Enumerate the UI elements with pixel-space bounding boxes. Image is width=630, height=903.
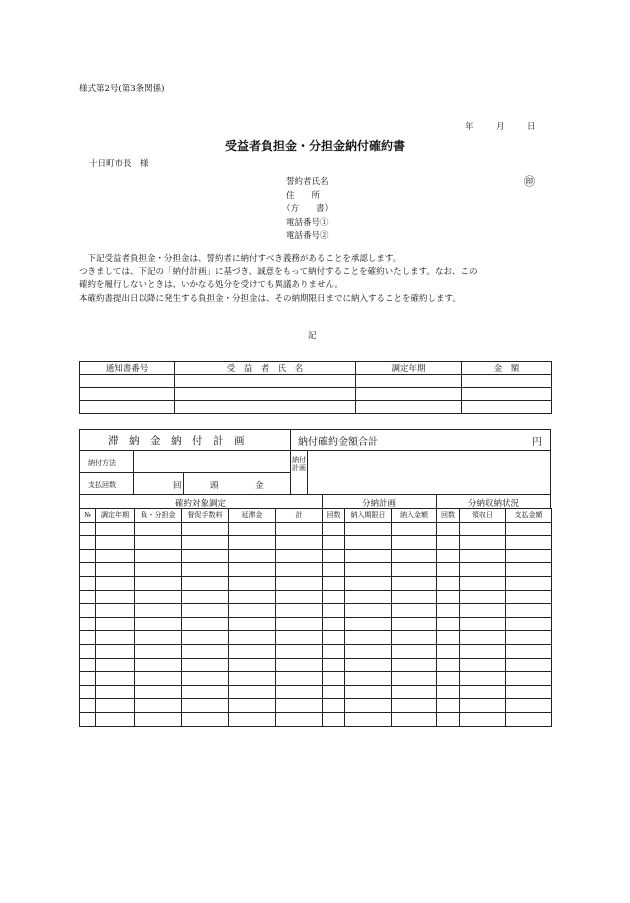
table-cell[interactable] (96, 522, 135, 536)
table-cell[interactable] (80, 549, 96, 563)
body-line-1: 下記受益者負担金・分担金は、誓約者に納付すべき義務があることを承認します。 (79, 254, 402, 264)
col-receipt-count: 回数 (437, 509, 460, 523)
table-cell[interactable] (460, 644, 506, 658)
table-cell[interactable] (392, 549, 437, 563)
table-cell[interactable] (345, 712, 392, 726)
table-row (80, 712, 552, 726)
table-cell[interactable] (392, 712, 437, 726)
table-row (80, 631, 552, 645)
table-cell[interactable] (80, 631, 96, 645)
table-cell[interactable] (229, 522, 276, 536)
table-cell[interactable] (135, 617, 182, 631)
table-cell[interactable] (345, 604, 392, 618)
table-cell[interactable] (229, 712, 276, 726)
table-row (80, 576, 552, 590)
table-cell[interactable] (80, 699, 96, 713)
table-cell[interactable] (80, 685, 96, 699)
table-cell[interactable] (460, 699, 506, 713)
kai-label: 回 (173, 481, 182, 491)
table-cell[interactable] (182, 631, 229, 645)
table-cell[interactable] (323, 672, 345, 686)
table-cell[interactable] (323, 631, 345, 645)
table-cell[interactable] (135, 631, 182, 645)
table-cell[interactable] (229, 576, 276, 590)
table-cell[interactable] (392, 672, 437, 686)
table-cell[interactable] (506, 604, 552, 618)
page-title: 受益者負担金・分担金納付確約書 (224, 139, 405, 153)
table-cell[interactable] (276, 644, 323, 658)
table-cell[interactable] (345, 549, 392, 563)
divider (79, 472, 290, 473)
table-cell[interactable] (276, 699, 323, 713)
table-row (80, 563, 552, 577)
table-cell[interactable] (323, 563, 345, 577)
table-row (80, 522, 552, 536)
table-cell[interactable] (460, 658, 506, 672)
table-cell[interactable] (323, 536, 345, 550)
table-cell[interactable] (437, 563, 460, 577)
table-cell[interactable] (323, 699, 345, 713)
table-cell[interactable] (276, 536, 323, 550)
divider (183, 472, 184, 494)
table-cell[interactable] (437, 672, 460, 686)
table-cell[interactable] (460, 672, 506, 686)
table-cell[interactable] (460, 631, 506, 645)
table-cell[interactable] (323, 549, 345, 563)
table-cell[interactable] (229, 563, 276, 577)
table-cell[interactable] (323, 617, 345, 631)
table-cell[interactable] (80, 672, 96, 686)
ki-label: 記 (308, 331, 317, 341)
table-cell[interactable] (182, 672, 229, 686)
table-cell[interactable] (182, 576, 229, 590)
table-cell[interactable] (345, 590, 392, 604)
table-cell[interactable] (392, 536, 437, 550)
table-cell[interactable] (392, 699, 437, 713)
table-cell[interactable] (80, 563, 96, 577)
table-cell[interactable] (229, 699, 276, 713)
table-cell[interactable] (96, 549, 135, 563)
form-number: 様式第2号(第3条関係) (79, 84, 165, 94)
table-cell[interactable] (345, 522, 392, 536)
table-cell[interactable] (229, 604, 276, 618)
table-cell[interactable] (345, 563, 392, 577)
table-cell[interactable] (460, 576, 506, 590)
table-cell[interactable] (392, 644, 437, 658)
signer-phone2-label: 電話番号② (286, 231, 329, 241)
table-cell[interactable] (276, 685, 323, 699)
table-cell[interactable] (182, 563, 229, 577)
table-cell[interactable] (182, 536, 229, 550)
col-receipt-date: 領収日 (460, 509, 506, 523)
table-cell[interactable] (182, 658, 229, 672)
table-cell[interactable] (96, 699, 135, 713)
table-cell[interactable] (323, 576, 345, 590)
table-cell[interactable] (345, 536, 392, 550)
table-cell[interactable] (135, 590, 182, 604)
table-row (80, 401, 552, 414)
table-row (80, 604, 552, 618)
col-beneficiary-name: 受 益 者 氏 名 (175, 362, 356, 375)
table-cell[interactable] (276, 712, 323, 726)
table-cell[interactable] (96, 672, 135, 686)
table-cell[interactable] (437, 522, 460, 536)
table-cell[interactable] (506, 536, 552, 550)
table-cell[interactable] (506, 617, 552, 631)
table-cell[interactable] (323, 522, 345, 536)
date-day-label: 日 (527, 122, 536, 132)
notice-table-header (80, 362, 552, 375)
col-due-date: 納入期限日 (345, 509, 392, 523)
table-cell[interactable] (182, 699, 229, 713)
table-cell[interactable] (96, 658, 135, 672)
table-cell[interactable] (96, 563, 135, 577)
table-cell[interactable] (506, 672, 552, 686)
table-cell[interactable] (276, 522, 323, 536)
table-cell[interactable] (323, 590, 345, 604)
table-cell[interactable] (135, 658, 182, 672)
table-cell[interactable] (96, 631, 135, 645)
group-header-confirm: 確約対象調定 (174, 499, 226, 509)
table-cell[interactable] (323, 644, 345, 658)
col-plan-count: 回数 (323, 509, 345, 523)
table-cell[interactable] (345, 631, 392, 645)
col-charge: 負・分担金 (135, 509, 182, 523)
table-row (80, 375, 552, 388)
table-cell[interactable] (276, 604, 323, 618)
divider (290, 429, 291, 495)
table-cell[interactable] (135, 685, 182, 699)
table-cell[interactable] (392, 631, 437, 645)
table-cell[interactable] (506, 590, 552, 604)
table-cell[interactable] (135, 644, 182, 658)
table-cell[interactable] (229, 685, 276, 699)
table-row (80, 549, 552, 563)
table-cell[interactable] (96, 685, 135, 699)
table-cell[interactable] (506, 522, 552, 536)
plan-vertical-label: 納付計画 (292, 456, 306, 472)
table-cell[interactable] (276, 576, 323, 590)
table-cell[interactable] (345, 644, 392, 658)
table-cell[interactable] (80, 604, 96, 618)
table-cell[interactable] (437, 617, 460, 631)
table-cell[interactable] (96, 644, 135, 658)
col-no: № (80, 509, 96, 523)
addressee: 十日町市長 様 (89, 159, 149, 169)
table-cell[interactable] (437, 576, 460, 590)
signer-name-label: 誓約者氏名 (286, 177, 329, 187)
divider (79, 450, 551, 451)
table-cell[interactable] (96, 576, 135, 590)
table-cell[interactable] (229, 617, 276, 631)
table-cell[interactable] (437, 536, 460, 550)
table-row (80, 590, 552, 604)
table-row (80, 536, 552, 550)
table-cell[interactable] (229, 536, 276, 550)
table-cell[interactable] (392, 685, 437, 699)
table-cell[interactable] (80, 590, 96, 604)
col-assessment-period: 調定年期 (96, 509, 135, 523)
table-cell[interactable] (460, 590, 506, 604)
table-cell[interactable] (96, 617, 135, 631)
col-notice-number: 通知書番号 (80, 362, 175, 375)
table-cell[interactable] (229, 658, 276, 672)
divider (79, 494, 551, 495)
table-cell[interactable] (135, 604, 182, 618)
table-cell[interactable] (96, 590, 135, 604)
table-cell[interactable] (392, 617, 437, 631)
table-cell[interactable] (345, 617, 392, 631)
table-cell[interactable] (460, 712, 506, 726)
table-cell[interactable] (229, 631, 276, 645)
kin-label: 金 (255, 481, 264, 491)
col-total: 計 (276, 509, 323, 523)
table-cell[interactable] (437, 699, 460, 713)
table-cell[interactable] (229, 549, 276, 563)
table-cell[interactable] (276, 631, 323, 645)
table-cell[interactable] (506, 658, 552, 672)
table-cell[interactable] (80, 536, 96, 550)
table-cell[interactable] (460, 536, 506, 550)
col-payment-amount: 納入金額 (392, 509, 437, 523)
table-cell[interactable] (392, 604, 437, 618)
table-cell[interactable] (460, 685, 506, 699)
table-cell[interactable] (276, 563, 323, 577)
body-line-2: つきましては、下記の「納付計画」に基づき、誠意をもって納付することを確約いたします。なお、この (79, 267, 478, 277)
col-amount: 金 額 (462, 362, 552, 375)
table-cell[interactable] (80, 576, 96, 590)
table-cell[interactable] (96, 712, 135, 726)
table-cell[interactable] (80, 712, 96, 726)
table-cell[interactable] (437, 631, 460, 645)
table-cell[interactable] (135, 563, 182, 577)
table-cell[interactable] (437, 644, 460, 658)
col-late-fee: 延滞金 (229, 509, 276, 523)
table-cell[interactable] (437, 549, 460, 563)
table-cell[interactable] (229, 672, 276, 686)
table-cell[interactable] (460, 617, 506, 631)
table-cell[interactable] (392, 563, 437, 577)
table-row (80, 658, 552, 672)
body-line-3: 確約を履行しないときは、いかなる処分を受けても異議ありません。 (79, 280, 344, 290)
total-label: 納付確約金額合計 (298, 437, 378, 448)
table-cell[interactable] (276, 590, 323, 604)
table-cell[interactable] (460, 563, 506, 577)
table-cell[interactable] (182, 617, 229, 631)
table-cell[interactable] (182, 685, 229, 699)
table-cell[interactable] (506, 644, 552, 658)
table-cell[interactable] (392, 522, 437, 536)
date-year-label: 年 (465, 122, 474, 132)
table-cell[interactable] (182, 712, 229, 726)
date-month-label: 月 (496, 122, 505, 132)
table-cell[interactable] (506, 576, 552, 590)
plan-title: 滞 納 金 納 付 計 画 (108, 435, 245, 447)
payment-count-label: 支払回数 (88, 481, 116, 489)
table-cell[interactable] (437, 604, 460, 618)
table-cell[interactable] (506, 631, 552, 645)
table-row (80, 699, 552, 713)
table-cell[interactable] (460, 522, 506, 536)
signer-kata-label: （方 書） (282, 204, 334, 214)
signer-address-label: 住 所 (286, 191, 321, 201)
table-cell[interactable] (437, 685, 460, 699)
table-cell[interactable] (135, 712, 182, 726)
table-cell[interactable] (506, 563, 552, 577)
table-cell[interactable] (182, 549, 229, 563)
divider (307, 450, 308, 494)
plan-detail-table (79, 508, 552, 727)
table-cell[interactable] (135, 522, 182, 536)
table-cell[interactable] (182, 590, 229, 604)
table-cell[interactable] (345, 658, 392, 672)
table-cell[interactable] (437, 658, 460, 672)
body-line-4: 本確約書提出日以降に発生する負担金・分担金は、その納期限日までに納入することを確約します。 (79, 294, 461, 304)
table-cell[interactable] (460, 604, 506, 618)
table-cell[interactable] (135, 699, 182, 713)
table-cell[interactable] (437, 712, 460, 726)
table-cell[interactable] (135, 549, 182, 563)
table-cell[interactable] (96, 604, 135, 618)
col-paid-amount: 支払金額 (506, 509, 552, 523)
payment-method-label: 納付方法 (88, 459, 116, 467)
table-cell[interactable] (506, 685, 552, 699)
table-cell[interactable] (323, 712, 345, 726)
group-header-receipt: 分納収納状況 (467, 499, 519, 509)
atama-label: 頭 (210, 481, 219, 491)
table-cell[interactable] (392, 658, 437, 672)
table-cell[interactable] (182, 604, 229, 618)
table-cell[interactable] (80, 644, 96, 658)
table-cell[interactable] (135, 576, 182, 590)
table-cell[interactable] (506, 699, 552, 713)
table-cell[interactable] (392, 576, 437, 590)
table-cell[interactable] (345, 699, 392, 713)
table-cell[interactable] (229, 590, 276, 604)
table-cell[interactable] (345, 576, 392, 590)
table-cell[interactable] (392, 590, 437, 604)
table-cell[interactable] (506, 549, 552, 563)
table-cell[interactable] (323, 685, 345, 699)
table-row (80, 685, 552, 699)
table-cell[interactable] (182, 522, 229, 536)
table-cell[interactable] (182, 644, 229, 658)
table-cell[interactable] (323, 658, 345, 672)
table-cell[interactable] (460, 549, 506, 563)
table-cell[interactable] (96, 536, 135, 550)
table-row (80, 672, 552, 686)
col-reminder-fee: 督促手数料 (182, 509, 229, 523)
table-cell[interactable] (276, 672, 323, 686)
table-cell[interactable] (135, 536, 182, 550)
seal-mark: ㊞ (524, 175, 535, 188)
table-row (80, 388, 552, 401)
notice-table (79, 361, 552, 414)
table-cell[interactable] (80, 658, 96, 672)
table-cell[interactable] (135, 672, 182, 686)
table-cell[interactable] (276, 549, 323, 563)
table-cell[interactable] (506, 712, 552, 726)
yen-label: 円 (532, 437, 542, 448)
group-header-installment: 分納計画 (361, 499, 396, 509)
plan-detail-header (80, 509, 552, 523)
table-cell[interactable] (437, 590, 460, 604)
table-cell[interactable] (345, 672, 392, 686)
table-row (80, 617, 552, 631)
col-assessment-period: 調定年期 (356, 362, 462, 375)
table-cell[interactable] (345, 685, 392, 699)
divider (133, 450, 134, 494)
table-cell[interactable] (80, 617, 96, 631)
table-cell[interactable] (276, 617, 323, 631)
table-cell[interactable] (276, 658, 323, 672)
signer-phone1-label: 電話番号① (286, 218, 329, 228)
table-cell[interactable] (323, 604, 345, 618)
table-cell[interactable] (229, 644, 276, 658)
table-cell[interactable] (80, 522, 96, 536)
table-row (80, 644, 552, 658)
